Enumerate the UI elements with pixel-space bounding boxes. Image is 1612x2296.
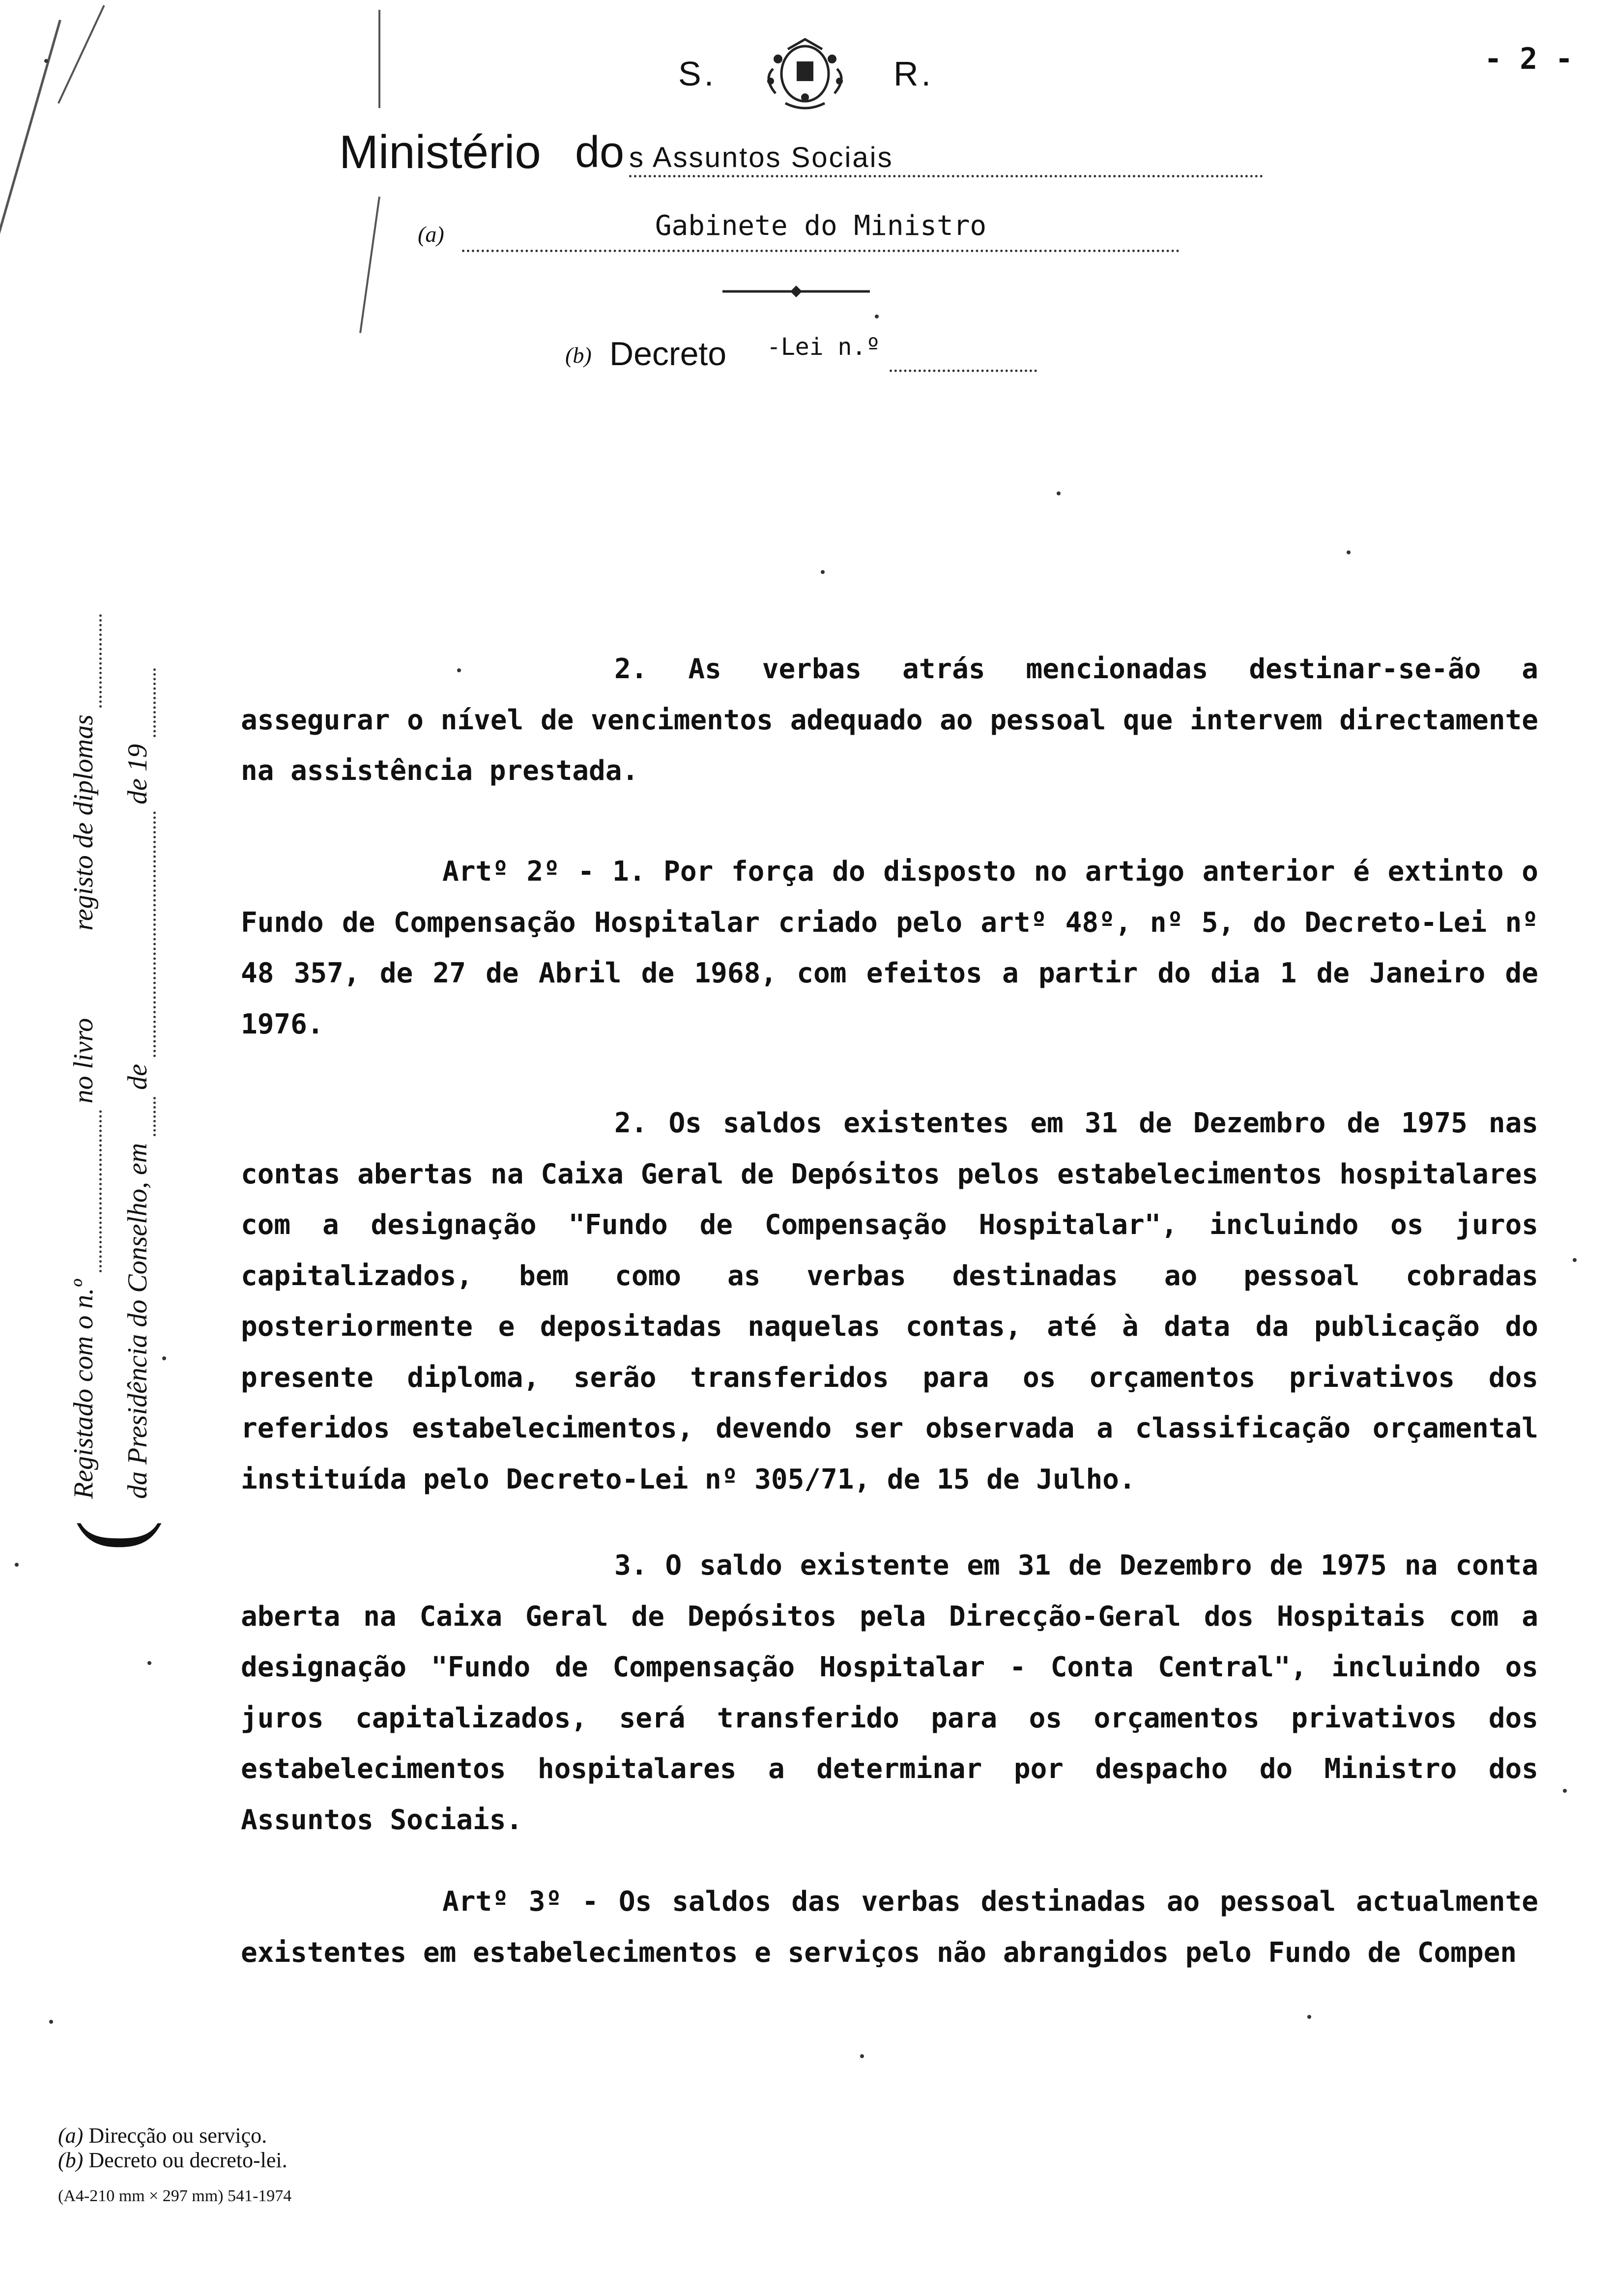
margin-presidency-label: da Presidência do Conselho, em — [122, 1143, 153, 1499]
scan-speck — [875, 315, 879, 318]
paragraph-2: 2. Os saldos existentes em 31 de Dezembro de 1975 nas contas abertas na Caixa Geral de Depósitos pelos estabelecimentos hospitalares com a designação "Fundo de Compensação Hospitalar", incluindo os juros capitalizados, bem como as verbas destinadas ao pessoal cobradas posteriormente e depositadas naquelas contas, até à data da publicação do presente diploma, serão transferidos para os orçamentos privativos dos referidos estabelecimentos, devendo ser observada a classificação orçamental instituída pelo Decreto-Lei nº 305/71, de 15 de Julho. — [241, 1107, 1538, 1495]
scan-speck — [1347, 550, 1351, 554]
margin-pen-stroke — [378, 10, 380, 108]
decree-letter: (b) — [565, 343, 592, 368]
paragraph-1: 2. As verbas atrás mencionadas destinar-se-ão a assegurar o nível de vencimentos adequado ao pessoal que intervem directamente na assistência prestada. — [241, 653, 1538, 787]
seal-header — [678, 34, 934, 113]
scan-speck — [162, 1356, 166, 1360]
scan-speck — [860, 2054, 864, 2058]
scan-speck — [1573, 1258, 1577, 1262]
divider-diamond-icon — [722, 284, 870, 299]
footnote-a-text: Direcção ou serviço. — [88, 2124, 267, 2148]
seal-right-letter: R. — [893, 55, 934, 93]
footnote-a-label: (a) — [58, 2124, 84, 2148]
ministry-prefix: do — [575, 128, 625, 177]
scan-speck — [457, 668, 461, 672]
decree-suffix: -Lei n.º — [767, 333, 881, 361]
margin-pen-stroke — [0, 20, 61, 304]
ministry-name: s Assuntos Sociais — [629, 136, 1263, 177]
margin-line-1 — [59, 614, 108, 1499]
margin-year-field — [125, 668, 156, 737]
ministry-heading — [339, 123, 1273, 182]
scan-speck — [1057, 491, 1061, 495]
margin-pen-stroke — [359, 197, 380, 333]
margin-month-field — [125, 811, 156, 1057]
scan-speck — [44, 59, 48, 63]
page-number: - 2 - — [1484, 42, 1573, 76]
office-letter: (a) — [418, 222, 444, 247]
margin-book-label: no livro — [68, 1018, 99, 1104]
ministry-word: Ministério — [339, 126, 541, 178]
scan-speck — [49, 2020, 53, 2024]
office-name: Gabinete do Ministro — [462, 206, 1180, 252]
scan-speck — [1307, 2015, 1311, 2019]
margin-number-field — [71, 1110, 102, 1272]
margin-day-field — [125, 1097, 156, 1136]
paragraph-3: 3. O saldo existente em 31 de Dezembro de 1975 na conta aberta na Caixa Geral de Depósitos pela Direcção-Geral dos Hospitais com a designação "Fundo de Compensação Hospitalar - Conta Central", incluindo os juros capitalizados, será transferido para os orçamentos privativos dos estabelecimentos hospitalares a determinar por despacho do Ministro dos Assuntos Sociais. — [241, 1550, 1538, 1836]
margin-pen-stroke — [58, 5, 105, 104]
footnote-b-label: (b) — [58, 2148, 84, 2172]
margin-de-label: de — [122, 1063, 153, 1090]
footnote-b — [58, 2148, 451, 2173]
margin-registered-label: Registado com o n.º — [68, 1279, 99, 1499]
scan-speck — [821, 570, 825, 574]
paragraph-article-2: Artº 2º - 1. Por força do disposto no artigo anterior é extinto o Fundo de Compensação Hospitalar criado pelo artº 48º, nº 5, do Decreto-Lei nº 48 357, de 27 de Abril de 1968, com efeitos a partir do dia 1 de Janeiro de 1976. — [241, 856, 1538, 1040]
footnote-b-text: Decreto ou decreto-lei. — [88, 2148, 288, 2172]
seal-left-letter: S. — [678, 55, 717, 93]
paper-size-note: (A4-210 mm × 297 mm) 541-1974 — [58, 2187, 292, 2205]
footnote-a — [58, 2123, 451, 2149]
margin-line-2 — [113, 668, 162, 1499]
register-margin-note — [59, 526, 167, 1551]
scan-speck — [15, 1563, 19, 1567]
paragraph-article-3: Artº 3º - Os saldos das verbas destinadas ao pessoal actualmente existentes em estabelecimentos e serviços não abrangidos pelo Fundo de Compen — [241, 1886, 1538, 1969]
decree-label: Decreto — [609, 335, 727, 373]
margin-open-parenthesis: ( — [59, 1520, 162, 1551]
margin-year-label: de 19 — [122, 744, 153, 804]
margin-register-field — [71, 614, 102, 708]
decree-number-field — [890, 350, 1037, 372]
margin-register-label: registo de diplomas — [68, 714, 99, 931]
coat-of-arms-icon — [758, 34, 852, 113]
scan-speck — [1563, 1789, 1567, 1793]
scan-speck — [147, 1661, 151, 1665]
decree-line — [565, 329, 1037, 378]
office-line — [418, 206, 1184, 256]
